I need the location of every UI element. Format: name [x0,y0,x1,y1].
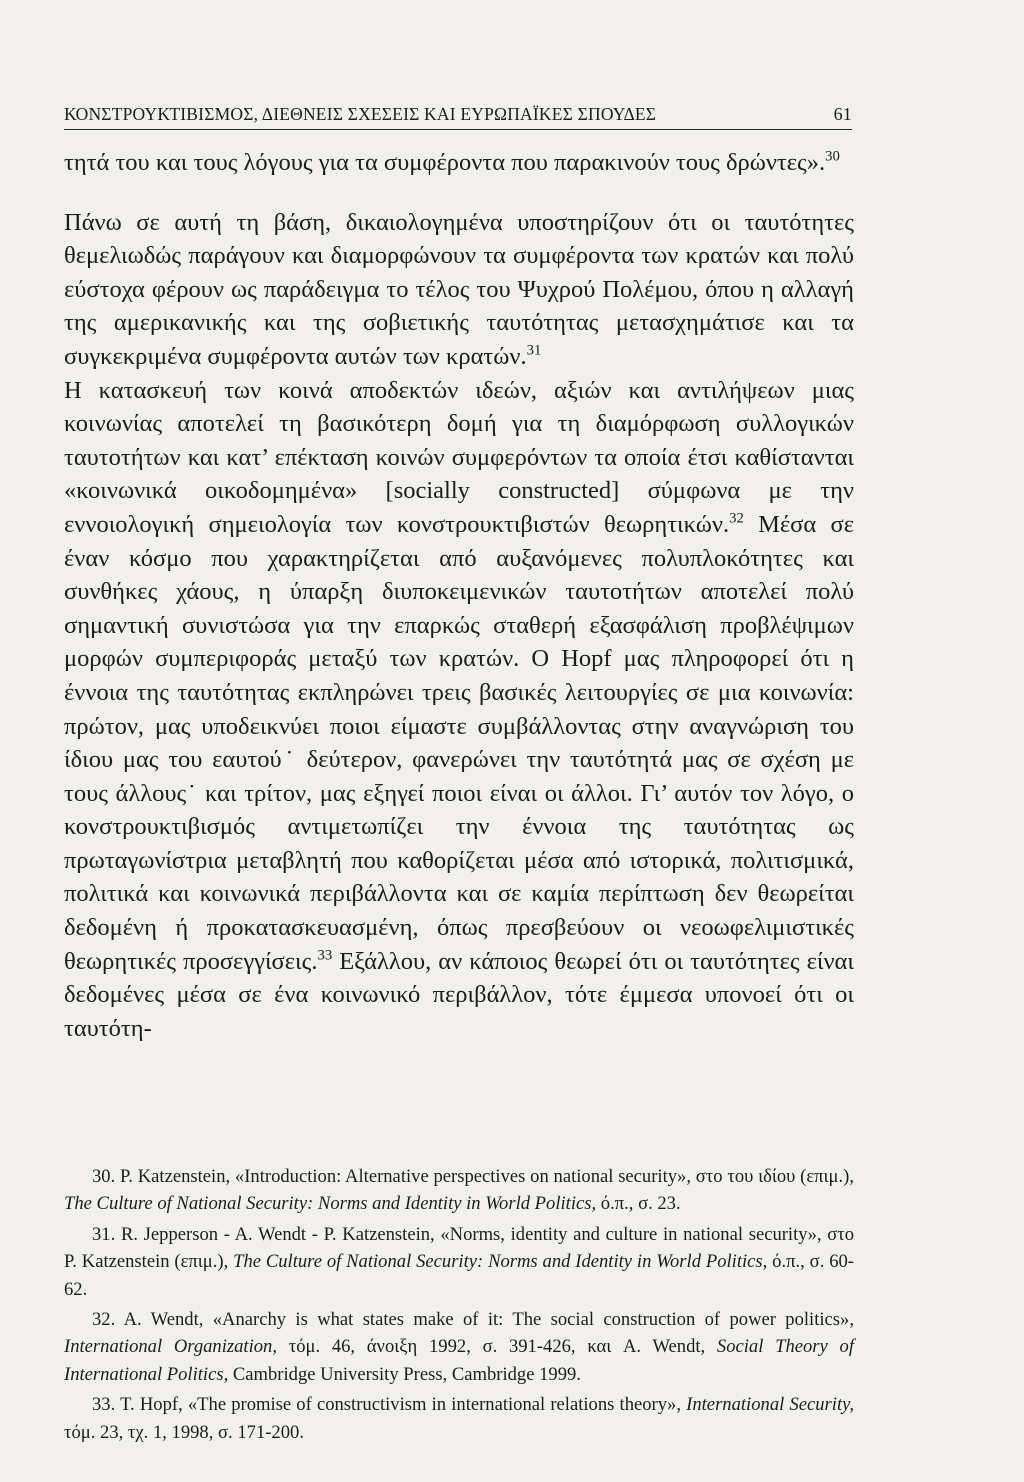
paragraph-1-text: τητά του και τους λόγους για τα συμφέροντα που παρακινούν τους δρώντες». [64,149,826,176]
paragraph-2 [64,206,854,374]
page-number: 61 [833,104,852,124]
footnote-italic: Social Theory of International Politics, [64,1336,854,1385]
footnote-text: P. Katzenstein, «Introduction: Alternative perspectives on national security», στο του ιδίου (επιμ.), [115,1166,854,1187]
footnote-text: τόμ. 23, τχ. 1, 1998, σ. 171-200. [64,1421,304,1443]
paragraph-3-text-c: Εξάλλου, αν κάποιος θεωρεί ότι οι ταυτότητες είναι δεδομένες μέσα σε ένα κοινωνικό περιβάλλον, τότε έμμεσα υπονοεί ότι οι ταυτότη- [64,947,854,1042]
footnote-text: Cambridge University Press, Cambridge 1999. [228,1363,581,1385]
running-header-title: ΚΟΝΣΤΡΟΥΚΤΙΒΙΣΜΟΣ, ΔΙΕΘΝΕΙΣ ΣΧΕΣΕΙΣ ΚΑΙ ΕΥΡΩΠΑΪΚΕΣ ΣΠΟΥΔΕΣ [64,104,657,124]
paragraph-2-text: Πάνω σε αυτή τη βάση, δικαιολογημένα υποστηρίζουν ότι οι ταυτότητες θεμελιωδώς παράγουν και διαμορφώνουν τα συμφέροντα των κρατών και πολύ εύστοχα φέρουν ως παράδειγμα το τέλος του Ψυχρού Πολέμου, όπου η αλλαγή της αμερικανικής και της σοβιετικής ταυτότητας μετασχημάτισε και τα συγκεκριμένα συμφέροντα αυτών των κρατών. [64,208,854,370]
footnote-text: R. Jepperson - A. Wendt - P. Katzenstein, «Norms, identity and culture in national security», στο P. Katzenstein (επιμ.), [64,1223,854,1273]
footnote-number: 33. [92,1394,116,1416]
footnote-italic: The Culture of National Security: Norms and Identity in World Politics, [64,1193,597,1215]
footnote-32 [64,1306,854,1388]
footnote-text: ό.π., σ. 60-62. [64,1251,854,1300]
footnotes [64,1163,854,1449]
footnote-ref-31: 31 [526,342,542,359]
footnote-30 [64,1163,854,1218]
main-text [64,146,854,1045]
paragraph-3 [64,374,854,1046]
paragraph-3-text-b: Μέσα σε έναν κόσμο που χαρακτηρίζεται από αυξανόμενες πολυπλοκότητες και συνθήκες χάους, η ύπαρξη διυποκειμενικών ταυτοτήτων αποτελεί πολύ σημαντική συνιστώσα για την επαρκώς σταθερή εξασφάλιση προβλέψιμων μορφών συμπεριφοράς μεταξύ των κρατών. Ο Hopf μας πληροφορεί ότι η έννοια της ταυτότητας εκπληρώνει τρεις βασικές λειτουργίες σε μια κοινωνία: πρώτον, μας υποδεικνύει ποιοι είμαστε συμβάλλοντας στην αναγνώριση του ίδιου μας του εαυτού˙ δεύτερον, φανερώνει την ταυτότητά μας σε σχέση με τους άλλους˙ και τρίτον, μας εξηγεί ποιοι είναι οι άλλοι. Γι’ αυτόν τον λόγο, ο κονστρουκτιβισμός αντιμετωπίζει την έννοια της ταυτότητας ως πρωταγωνίστρια μεταβλητή που καθορίζεται μέσα από ιστορικά, πολιτισμικά, πολιτικά και κοινωνικά περιβάλλοντα και σε καμία περίπτωση δεν θεωρείται δεδομένη ή προκατασκευασμένη, όπως πρεσβεύουν οι νεοωφελιμιστικές θεωρητικές προσεγγίσεις. [64,510,854,975]
footnote-ref-30: 30 [825,148,840,165]
paragraph-1 [64,146,854,180]
footnote-text: τόμ. 46, άνοιξη 1992, σ. 391-426, και A. Wendt, [277,1336,717,1358]
footnote-italic: International Security, [686,1394,854,1416]
footnote-text: ό.π., σ. 23. [596,1193,681,1215]
running-header [64,104,852,130]
footnote-31 [64,1221,854,1303]
footnote-ref-32: 32 [729,510,744,527]
footnote-number: 31. [92,1223,116,1245]
footnote-text: A. Wendt, «Anarchy is what states make of it: The social construction of power politics», [115,1309,854,1331]
footnote-italic: The Culture of National Security: Norms and Identity in World Politics, [233,1251,768,1273]
paragraph-3-text-a: Η κατασκευή των κοινά αποδεκτών ιδεών, αξιών και αντιλήψεων μιας κοινωνίας αποτελεί τη βασικότερη δομή για τη διαμόρφωση συλλογικών ταυτοτήτων και κατ’ επέκταση κοινών συμφερόντων τα οποία έτσι καθίστανται «κοινωνικά οικοδομημένα» [socially constructed] σύμφωνα με την εννοιολογική σημειολογία των κονστρουκτιβιστών θεωρητικών. [64,376,854,538]
footnote-ref-33: 33 [317,947,333,964]
footnote-33 [64,1391,854,1446]
footnote-number: 32. [92,1309,116,1331]
footnote-number: 30. [92,1166,116,1187]
footnote-text: T. Hopf, «The promise of constructivism in international relations theory», [115,1394,687,1416]
footnote-italic: International Organization, [64,1336,277,1358]
